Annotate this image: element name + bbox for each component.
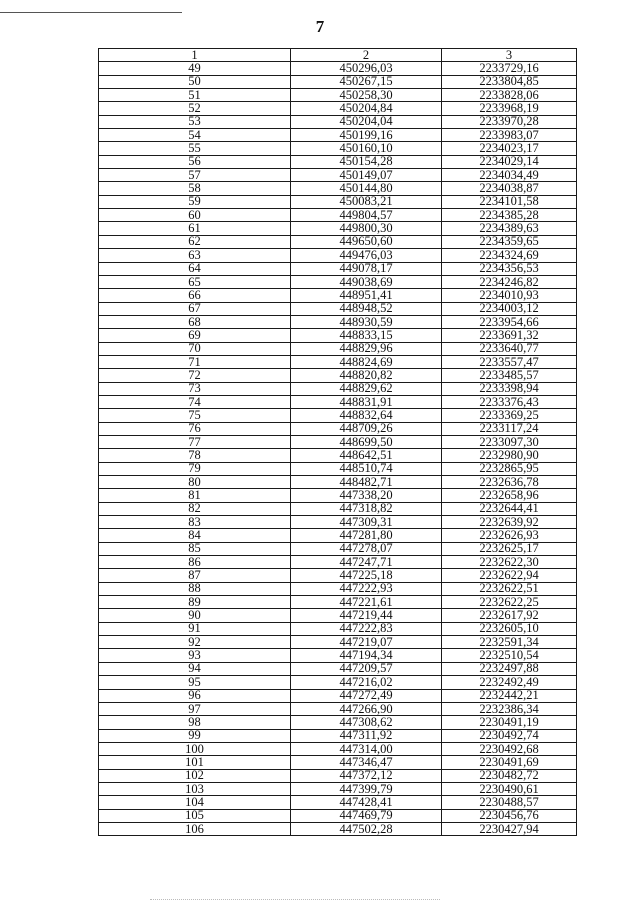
cell-x-coordinate: 448824,69 [291,355,442,368]
cell-x-coordinate: 447281,80 [291,529,442,542]
table-row [99,182,577,195]
cell-y-coordinate: 2230491,19 [442,716,577,729]
cell-point-number: 50 [99,75,291,88]
cell-point-number: 67 [99,302,291,315]
table-row [99,596,577,609]
cell-point-number: 89 [99,596,291,609]
cell-x-coordinate: 447318,82 [291,502,442,515]
cell-point-number: 54 [99,129,291,142]
cell-y-coordinate: 2232639,92 [442,516,577,529]
cell-point-number: 53 [99,115,291,128]
cell-point-number: 88 [99,582,291,595]
cell-x-coordinate: 448642,51 [291,449,442,462]
cell-point-number: 80 [99,476,291,489]
cell-point-number: 58 [99,182,291,195]
cell-point-number: 106 [99,822,291,835]
cell-point-number: 57 [99,169,291,182]
cell-x-coordinate: 447209,57 [291,662,442,675]
cell-point-number: 98 [99,716,291,729]
cell-x-coordinate: 448709,26 [291,422,442,435]
table-header-row [99,49,577,62]
cell-y-coordinate: 2233640,77 [442,342,577,355]
cell-point-number: 62 [99,235,291,248]
cell-y-coordinate: 2230456,76 [442,809,577,822]
cell-y-coordinate: 2234101,58 [442,195,577,208]
cell-x-coordinate: 450204,04 [291,115,442,128]
table-row [99,809,577,822]
cell-point-number: 81 [99,489,291,502]
cell-x-coordinate: 450258,30 [291,89,442,102]
cell-y-coordinate: 2230482,72 [442,769,577,782]
cell-y-coordinate: 2233804,85 [442,75,577,88]
table-row [99,822,577,835]
cell-y-coordinate: 2233369,25 [442,409,577,422]
cell-y-coordinate: 2232626,93 [442,529,577,542]
cell-x-coordinate: 447219,07 [291,636,442,649]
table-row [99,289,577,302]
cell-y-coordinate: 2230492,68 [442,742,577,755]
cell-x-coordinate: 450154,28 [291,155,442,168]
cell-point-number: 94 [99,662,291,675]
table-row [99,89,577,102]
cell-x-coordinate: 448829,96 [291,342,442,355]
table-row [99,516,577,529]
cell-point-number: 95 [99,676,291,689]
cell-x-coordinate: 449650,60 [291,235,442,248]
cell-x-coordinate: 447225,18 [291,569,442,582]
table-row [99,115,577,128]
cell-x-coordinate: 447399,79 [291,782,442,795]
cell-y-coordinate: 2230490,61 [442,782,577,795]
cell-point-number: 69 [99,329,291,342]
table-row [99,422,577,435]
cell-x-coordinate: 448831,91 [291,395,442,408]
table-row [99,275,577,288]
cell-point-number: 78 [99,449,291,462]
cell-x-coordinate: 447266,90 [291,702,442,715]
cell-point-number: 72 [99,369,291,382]
cell-y-coordinate: 2232980,90 [442,449,577,462]
table-row [99,622,577,635]
scan-edge-line [0,12,182,13]
cell-x-coordinate: 449804,57 [291,209,442,222]
table-row [99,369,577,382]
table-row [99,582,577,595]
table-row [99,662,577,675]
cell-point-number: 85 [99,542,291,555]
table-row [99,435,577,448]
cell-y-coordinate: 2232617,92 [442,609,577,622]
table-row [99,355,577,368]
cell-point-number: 51 [99,89,291,102]
cell-y-coordinate: 2232492,49 [442,676,577,689]
cell-point-number: 77 [99,435,291,448]
table-row [99,556,577,569]
table-row [99,489,577,502]
cell-y-coordinate: 2232658,96 [442,489,577,502]
cell-y-coordinate: 2234356,53 [442,262,577,275]
cell-point-number: 105 [99,809,291,822]
cell-x-coordinate: 447308,62 [291,716,442,729]
cell-y-coordinate: 2233117,24 [442,422,577,435]
coordinates-table [98,48,577,836]
table-row [99,529,577,542]
cell-x-coordinate: 450267,15 [291,75,442,88]
cell-y-coordinate: 2234246,82 [442,275,577,288]
cell-y-coordinate: 2234010,93 [442,289,577,302]
cell-point-number: 71 [99,355,291,368]
cell-point-number: 64 [99,262,291,275]
page-number: 7 [315,17,325,36]
table-row [99,636,577,649]
table-row [99,742,577,755]
cell-y-coordinate: 2234023,17 [442,142,577,155]
cell-x-coordinate: 447272,49 [291,689,442,702]
cell-point-number: 73 [99,382,291,395]
cell-x-coordinate: 448699,50 [291,435,442,448]
cell-point-number: 70 [99,342,291,355]
cell-x-coordinate: 447194,34 [291,649,442,662]
cell-point-number: 93 [99,649,291,662]
cell-y-coordinate: 2232865,95 [442,462,577,475]
cell-x-coordinate: 450144,80 [291,182,442,195]
table-row [99,716,577,729]
table-row [99,209,577,222]
table-row [99,129,577,142]
cell-y-coordinate: 2230491,69 [442,756,577,769]
table-row [99,649,577,662]
cell-x-coordinate: 448482,71 [291,476,442,489]
cell-point-number: 61 [99,222,291,235]
column-header-x: 2 [291,49,442,62]
table-row [99,782,577,795]
table-row [99,142,577,155]
table-row [99,702,577,715]
cell-y-coordinate: 2232636,78 [442,476,577,489]
cell-point-number: 59 [99,195,291,208]
cell-point-number: 102 [99,769,291,782]
cell-x-coordinate: 447372,12 [291,769,442,782]
cell-y-coordinate: 2233557,47 [442,355,577,368]
table-row [99,542,577,555]
column-header-point: 1 [99,49,291,62]
cell-y-coordinate: 2234324,69 [442,249,577,262]
cell-y-coordinate: 2233729,16 [442,62,577,75]
table-row [99,195,577,208]
cell-point-number: 65 [99,275,291,288]
table-row [99,62,577,75]
table-row [99,409,577,422]
table-row [99,502,577,515]
cell-y-coordinate: 2234038,87 [442,182,577,195]
table-row [99,342,577,355]
cell-y-coordinate: 2232497,88 [442,662,577,675]
cell-y-coordinate: 2232591,34 [442,636,577,649]
cell-point-number: 76 [99,422,291,435]
table-row [99,609,577,622]
cell-point-number: 101 [99,756,291,769]
cell-y-coordinate: 2234385,28 [442,209,577,222]
cell-x-coordinate: 448833,15 [291,329,442,342]
table-body [99,62,577,836]
cell-y-coordinate: 2233828,06 [442,89,577,102]
cell-y-coordinate: 2232622,30 [442,556,577,569]
cell-y-coordinate: 2233970,28 [442,115,577,128]
cell-y-coordinate: 2232510,54 [442,649,577,662]
cell-x-coordinate: 447502,28 [291,822,442,835]
cell-point-number: 99 [99,729,291,742]
cell-y-coordinate: 2232442,21 [442,689,577,702]
cell-x-coordinate: 448829,62 [291,382,442,395]
cell-point-number: 60 [99,209,291,222]
cell-y-coordinate: 2230427,94 [442,822,577,835]
cell-y-coordinate: 2234003,12 [442,302,577,315]
table-row [99,569,577,582]
cell-x-coordinate: 447222,83 [291,622,442,635]
cell-y-coordinate: 2234029,14 [442,155,577,168]
cell-point-number: 83 [99,516,291,529]
cell-x-coordinate: 447428,41 [291,796,442,809]
cell-point-number: 49 [99,62,291,75]
cell-x-coordinate: 447247,71 [291,556,442,569]
cell-point-number: 104 [99,796,291,809]
cell-x-coordinate: 449476,03 [291,249,442,262]
cell-point-number: 68 [99,315,291,328]
cell-y-coordinate: 2232622,51 [442,582,577,595]
table-row [99,222,577,235]
cell-x-coordinate: 448948,52 [291,302,442,315]
cell-y-coordinate: 2233485,57 [442,369,577,382]
table-row [99,382,577,395]
table-row [99,262,577,275]
cell-y-coordinate: 2233376,43 [442,395,577,408]
table-row [99,796,577,809]
cell-point-number: 92 [99,636,291,649]
cell-y-coordinate: 2233968,19 [442,102,577,115]
cell-point-number: 79 [99,462,291,475]
table-row [99,729,577,742]
cell-x-coordinate: 447222,93 [291,582,442,595]
cell-point-number: 52 [99,102,291,115]
table-row [99,462,577,475]
cell-x-coordinate: 447221,61 [291,596,442,609]
table-row [99,235,577,248]
table-row [99,315,577,328]
cell-point-number: 84 [99,529,291,542]
cell-y-coordinate: 2230488,57 [442,796,577,809]
cell-point-number: 66 [99,289,291,302]
cell-x-coordinate: 449800,30 [291,222,442,235]
cell-x-coordinate: 450199,16 [291,129,442,142]
cell-x-coordinate: 447309,31 [291,516,442,529]
table-row [99,169,577,182]
cell-point-number: 82 [99,502,291,515]
cell-y-coordinate: 2234389,63 [442,222,577,235]
cell-y-coordinate: 2233097,30 [442,435,577,448]
cell-x-coordinate: 447278,07 [291,542,442,555]
cell-y-coordinate: 2234034,49 [442,169,577,182]
cell-x-coordinate: 448930,59 [291,315,442,328]
cell-y-coordinate: 2233983,07 [442,129,577,142]
cell-x-coordinate: 450296,03 [291,62,442,75]
cell-x-coordinate: 447346,47 [291,756,442,769]
column-header-y: 3 [442,49,577,62]
cell-point-number: 75 [99,409,291,422]
cell-y-coordinate: 2232622,25 [442,596,577,609]
cell-point-number: 96 [99,689,291,702]
cell-y-coordinate: 2234359,65 [442,235,577,248]
cell-x-coordinate: 447469,79 [291,809,442,822]
cell-x-coordinate: 448832,64 [291,409,442,422]
cell-point-number: 100 [99,742,291,755]
cell-point-number: 87 [99,569,291,582]
cell-x-coordinate: 448510,74 [291,462,442,475]
cell-point-number: 74 [99,395,291,408]
table-row [99,756,577,769]
cell-x-coordinate: 447216,02 [291,676,442,689]
table-row [99,449,577,462]
cell-x-coordinate: 450149,07 [291,169,442,182]
cell-x-coordinate: 447338,20 [291,489,442,502]
table-row [99,689,577,702]
cell-y-coordinate: 2232644,41 [442,502,577,515]
cell-y-coordinate: 2233398,94 [442,382,577,395]
cell-point-number: 90 [99,609,291,622]
scan-edge-line-bottom [150,899,440,900]
cell-x-coordinate: 448951,41 [291,289,442,302]
cell-x-coordinate: 447311,92 [291,729,442,742]
cell-x-coordinate: 449038,69 [291,275,442,288]
cell-y-coordinate: 2232622,94 [442,569,577,582]
table-row [99,329,577,342]
cell-y-coordinate: 2230492,74 [442,729,577,742]
cell-point-number: 97 [99,702,291,715]
cell-y-coordinate: 2233691,32 [442,329,577,342]
table-row [99,155,577,168]
cell-x-coordinate: 450083,21 [291,195,442,208]
cell-x-coordinate: 447219,44 [291,609,442,622]
table-row [99,395,577,408]
cell-point-number: 55 [99,142,291,155]
cell-y-coordinate: 2233954,66 [442,315,577,328]
cell-x-coordinate: 450204,84 [291,102,442,115]
cell-x-coordinate: 448820,82 [291,369,442,382]
cell-point-number: 103 [99,782,291,795]
cell-point-number: 63 [99,249,291,262]
table-row [99,75,577,88]
table-row [99,249,577,262]
cell-point-number: 91 [99,622,291,635]
table-row [99,476,577,489]
cell-y-coordinate: 2232605,10 [442,622,577,635]
table-row [99,769,577,782]
cell-x-coordinate: 447314,00 [291,742,442,755]
table-row [99,676,577,689]
table-row [99,102,577,115]
table-row [99,302,577,315]
cell-y-coordinate: 2232386,34 [442,702,577,715]
cell-x-coordinate: 449078,17 [291,262,442,275]
cell-x-coordinate: 450160,10 [291,142,442,155]
cell-point-number: 86 [99,556,291,569]
cell-y-coordinate: 2232625,17 [442,542,577,555]
cell-point-number: 56 [99,155,291,168]
